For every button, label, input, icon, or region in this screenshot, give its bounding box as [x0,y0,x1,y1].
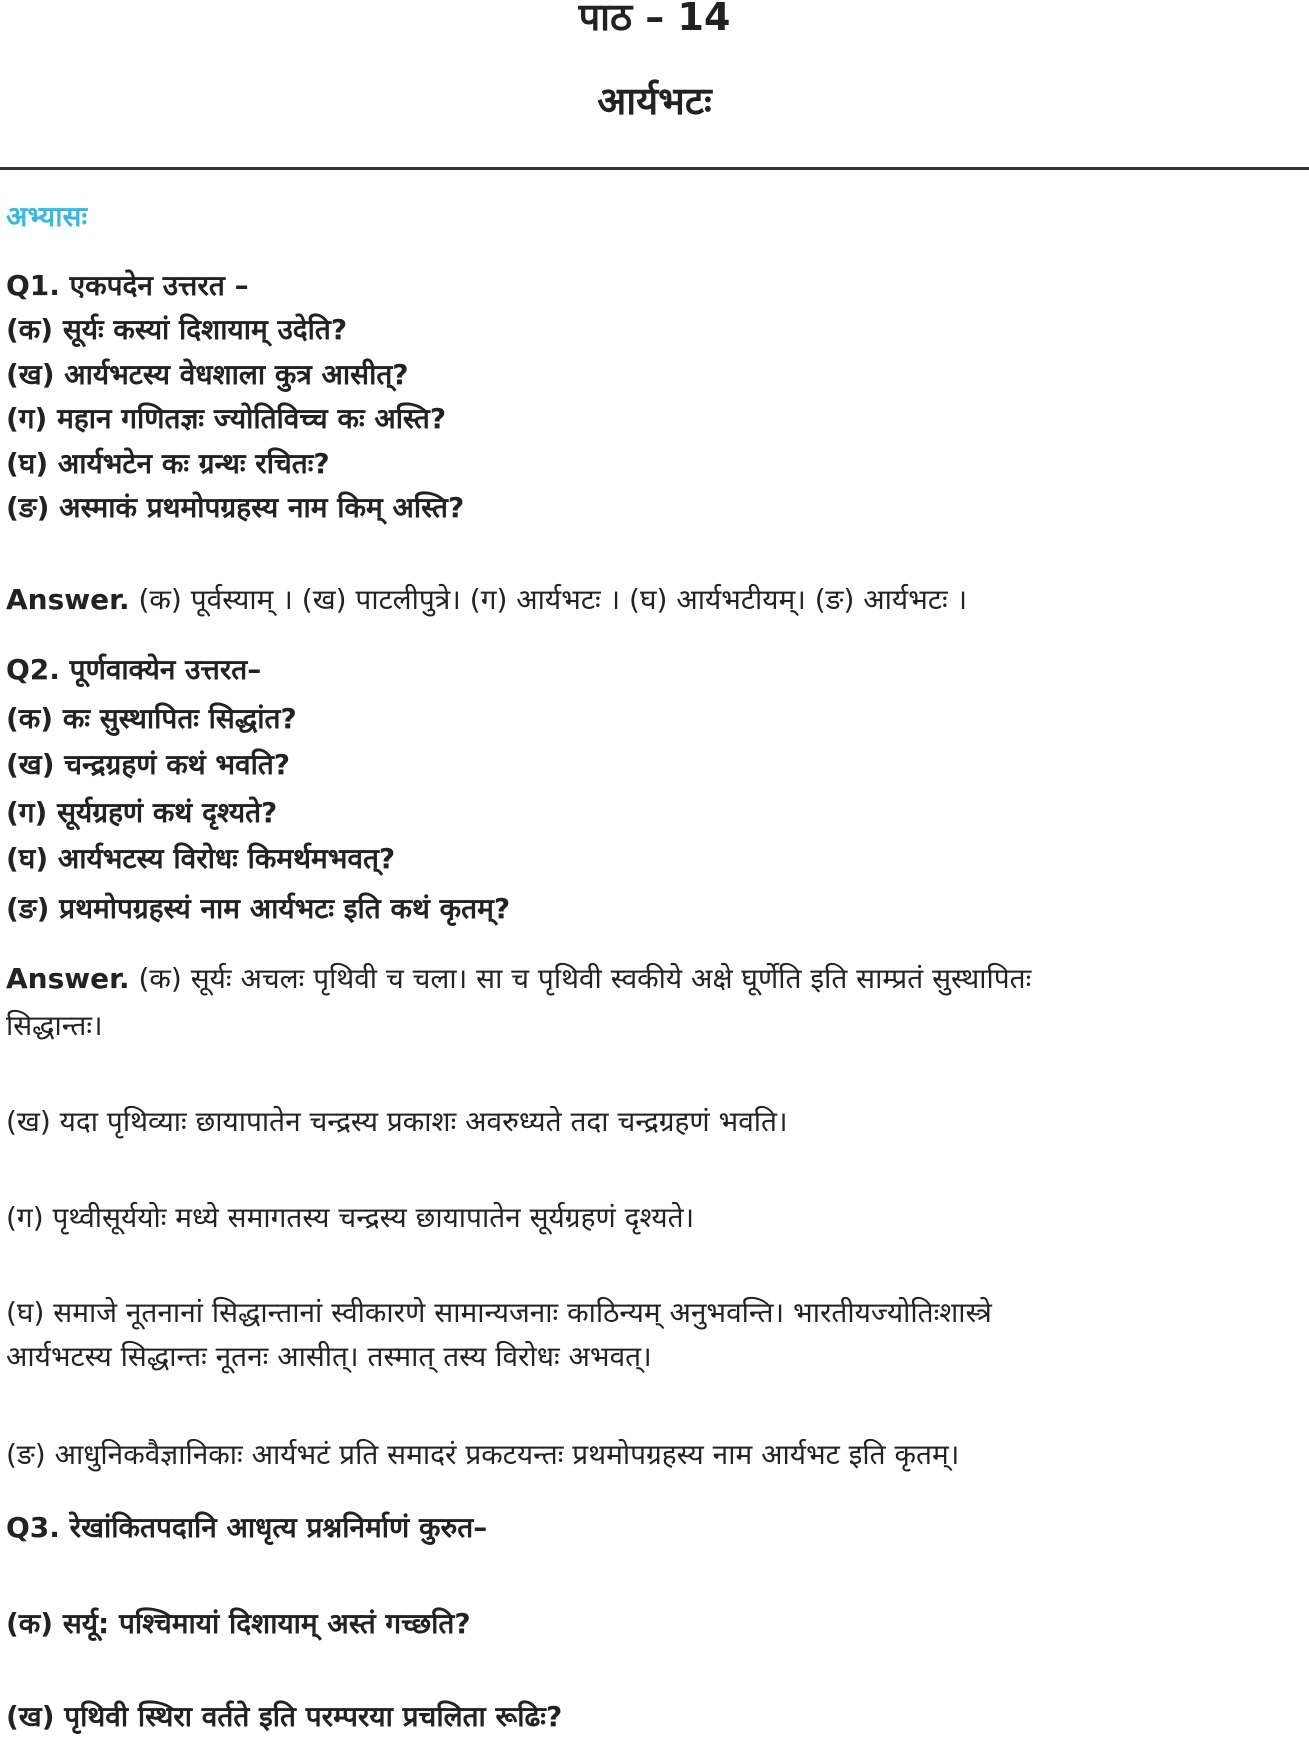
q2-answer-e: (ङ) आधुनिकवैज्ञानिकाः आर्यभटं प्रति समादरं प्रकटयन्तः प्रथमोपग्रहस्य नाम आर्यभट इति कृतम्। [6,1438,960,1471]
answer-label: Answer. [6,583,130,616]
q2-title: Q2. पूर्णवाक्येन उत्तरत– [6,653,262,686]
q1-item: (क) सूर्यः कस्यां दिशायाम् उदेति? [6,313,348,346]
q2-item: (ङ) प्रथमोपग्रहस्यं नाम आर्यभटः इति कथं कृतम्? [6,892,511,925]
q3-title: Q3. रेखांकितपदानि आधृत्य प्रश्ननिर्माणं कुरुत– [6,1511,488,1544]
q3-item: (क) सर्यू: पश्चिमायां दिशायाम् अस्तं गच्छति? [6,1607,471,1640]
q3-item: (ख) पृथिवी स्थिरा वर्तते इति परम्परया प्रचलिता रूढिः? [6,1700,563,1733]
q2-item: (ख) चन्द्रग्रहणं कथं भवति? [6,748,291,781]
q2-item: (घ) आर्यभटस्य विरोधः किमर्थमभवत्? [6,842,396,875]
answer-text: (क) सूर्यः अचलः पृथिवी च चला। सा च पृथिवी स्वकीये अक्षे घूर्णेति इति साम्प्रतं सुस्थापितः [138,962,1032,995]
q2-answer-c: (ग) पृथ्वीसूर्ययोः मध्ये समागतस्य चन्द्रस्य छायापातेन सूर्यग्रहणं दृश्यते। [6,1201,695,1234]
answer-text: (क) पूर्वस्याम् । (ख) पाटलीपुत्रे। (ग) आर्यभटः । (घ) आर्यभटीयम्। (ङ) आर्यभटः । [138,583,968,616]
q1-item: (ङ) अस्माकं प्रथमोपग्रहस्य नाम किम् अस्ति? [6,491,465,524]
q1-item: (घ) आर्यभटेन कः ग्रन्थः रचितः? [6,447,330,480]
q1-answer [6,580,967,620]
answer-label: Answer. [6,962,130,995]
divider [0,167,1309,170]
q2-item: (ग) सूर्यग्रहणं कथं दृश्यते? [6,796,278,829]
q2-answer-b: (ख) यदा पृथिव्याः छायापातेन चन्द्रस्य प्रकाशः अवरुध्यते तदा चन्द्रग्रहणं भवति। [6,1105,788,1138]
q1-title: Q1. एकपदेन उत्तरत – [6,269,249,302]
page-title: आर्यभटः [597,79,712,123]
section-label: अभ्यासः [6,200,88,233]
q1-item: (ग) महान गणितज्ञः ज्योतिविच्च कः अस्ति? [6,402,447,435]
q2-answer-a-cont: सिद्धान्तः। [6,1009,103,1042]
q1-item: (ख) आर्यभटस्य वेधशाला कुत्र आसीत्? [6,358,409,391]
lesson-number: पाठ – 14 [578,0,731,39]
q2-item: (क) कः सुस्थापितः सिद्धांत? [6,702,297,735]
q2-answer-a [6,959,1031,999]
q2-answer-d: (घ) समाजे नूतनानां सिद्धान्तानां स्वीकारणे सामान्यजनाः काठिन्यम् अनुभवन्ति। भारतीयज्योतिःशास्त्रे [6,1296,992,1329]
q2-answer-d-cont: आर्यभटस्य सिद्धान्तः नूतनः आसीत्। तस्मात् तस्य विरोधः अभवत्। [6,1340,652,1373]
